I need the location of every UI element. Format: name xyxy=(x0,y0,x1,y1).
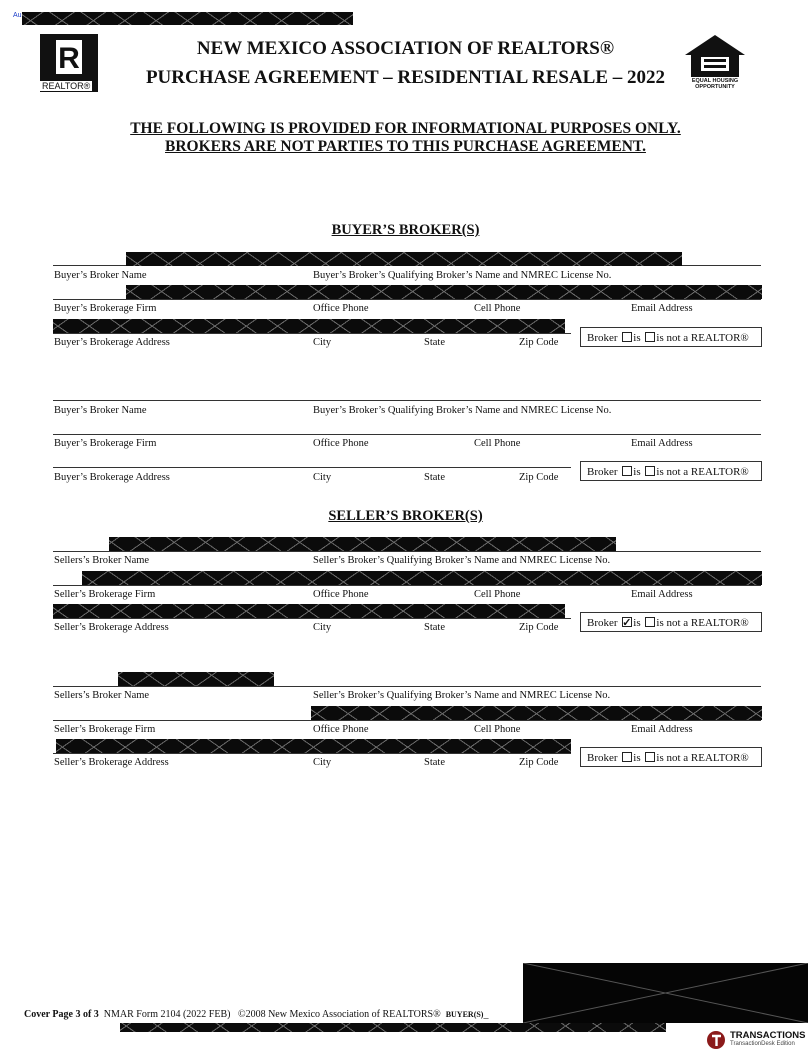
seller-broker-name-line[interactable] xyxy=(53,686,761,687)
broker-prefix: Broker xyxy=(587,617,618,629)
buyer-address-line[interactable] xyxy=(53,333,571,334)
realtor-logo-caption: REALTOR® xyxy=(42,81,91,91)
redaction-block xyxy=(523,963,808,1023)
redaction-bar xyxy=(311,706,762,720)
redaction-bar xyxy=(109,537,616,551)
footer-copyright: ©2008 New Mexico Association of REALTORS® xyxy=(237,1009,441,1020)
broker-prefix: Broker xyxy=(587,466,618,478)
office-phone-label: Office Phone xyxy=(313,589,369,600)
seller-address-line[interactable] xyxy=(53,618,571,619)
redaction-bar xyxy=(118,672,274,686)
footer-form: NMAR Form 2104 (2022 FEB) xyxy=(103,1009,231,1020)
redaction-bar xyxy=(126,252,682,266)
is-label: is xyxy=(633,752,641,764)
buyer-qualifying-broker-label: Buyer’s Broker’s Qualifying Broker’s Name and NMREC License No. xyxy=(313,270,612,281)
is-realtor-checkbox[interactable] xyxy=(622,617,632,627)
is-not-realtor-checkbox[interactable] xyxy=(645,752,655,762)
transactions-brand-sub: TransactionDesk Edition xyxy=(730,1041,795,1047)
buyer-broker-name-line[interactable] xyxy=(53,400,761,401)
buyers-section-title: BUYER’S BROKER(S) xyxy=(331,222,480,238)
is-realtor-checkbox[interactable] xyxy=(622,466,632,476)
state-label: State xyxy=(424,757,445,768)
realtor-status-box xyxy=(580,327,762,347)
seller-broker-name-line[interactable] xyxy=(53,551,761,552)
redaction-bar xyxy=(56,739,571,753)
buyer-address-label: Buyer’s Brokerage Address xyxy=(54,337,170,348)
seller-broker-name-label: Sellers’s Broker Name xyxy=(54,555,150,566)
transactions-mark-icon xyxy=(706,1030,728,1050)
is-not-realtor-checkbox[interactable] xyxy=(645,466,655,476)
seller-qualifying-broker-label: Seller’s Broker’s Qualifying Broker’s Name and NMREC License No. xyxy=(313,690,611,701)
state-label: State xyxy=(424,337,445,348)
seller-broker-name-label: Sellers’s Broker Name xyxy=(54,690,150,701)
broker-prefix: Broker xyxy=(587,332,618,344)
email-label: Email Address xyxy=(631,438,693,449)
footer-initials-label: BUYER(S) xyxy=(445,1010,484,1019)
is-realtor-checkbox[interactable] xyxy=(622,332,632,342)
redaction-bar xyxy=(53,604,565,618)
footer-line: Cover Page 3 of 3 NMAR Form 2104 (2022 FEB) ©2008 New Mexico Association of REALTORS® BUYER(S)_ xyxy=(24,1009,489,1020)
email-label: Email Address xyxy=(631,724,693,735)
cell-phone-label: Cell Phone xyxy=(474,589,521,600)
notice-line-1: THE FOLLOWING IS PROVIDED FOR INFORMATIONAL PURPOSES ONLY. xyxy=(130,120,681,137)
is-not-realtor-checkbox[interactable] xyxy=(645,617,655,627)
realtor-status-box xyxy=(580,747,762,767)
is-not-realtor-checkbox[interactable] xyxy=(645,332,655,342)
state-label: State xyxy=(424,622,445,633)
redaction-bar xyxy=(22,12,353,25)
buyer-firm-line[interactable] xyxy=(53,299,761,300)
seller-firm-line[interactable] xyxy=(53,720,761,721)
is-label: is xyxy=(633,332,641,344)
association-title: NEW MEXICO ASSOCIATION OF REALTORS® xyxy=(196,38,615,59)
redaction-bar xyxy=(53,319,565,333)
seller-firm-line[interactable] xyxy=(53,585,761,586)
broker-prefix: Broker xyxy=(587,752,618,764)
city-label: City xyxy=(313,757,332,768)
seller-address-line[interactable] xyxy=(53,753,571,754)
sellers-section-title: SELLER’S BROKER(S) xyxy=(328,508,483,524)
state-label: State xyxy=(424,472,445,483)
seller-qualifying-broker-label: Seller’s Broker’s Qualifying Broker’s Name and NMREC License No. xyxy=(313,555,611,566)
buyer-firm-label: Buyer’s Brokerage Firm xyxy=(54,438,157,449)
is-realtor-checkbox[interactable] xyxy=(622,752,632,762)
zip-label: Zip Code xyxy=(519,622,559,633)
buyer-firm-line[interactable] xyxy=(53,434,761,435)
redaction-bar xyxy=(120,1023,666,1032)
form-title: PURCHASE AGREEMENT – RESIDENTIAL RESALE – 2022 xyxy=(145,67,666,88)
buyer-address-line[interactable] xyxy=(53,467,571,468)
buyer-broker-name-label: Buyer’s Broker Name xyxy=(54,270,147,281)
is-label: is xyxy=(633,466,641,478)
svg-text:R: R xyxy=(58,42,80,75)
city-label: City xyxy=(313,472,332,483)
is-not-label: is not a REALTOR® xyxy=(656,466,749,478)
is-not-label: is not a REALTOR® xyxy=(656,332,749,344)
footer-page: Cover Page 3 of 3 xyxy=(24,1009,99,1020)
is-label: is xyxy=(633,617,641,629)
redaction-bar xyxy=(82,571,762,585)
cell-phone-label: Cell Phone xyxy=(474,724,521,735)
buyer-firm-label: Buyer’s Brokerage Firm xyxy=(54,303,157,314)
seller-address-label: Seller’s Brokerage Address xyxy=(54,622,169,633)
seller-firm-label: Seller’s Brokerage Firm xyxy=(54,589,156,600)
seller-address-label: Seller’s Brokerage Address xyxy=(54,757,169,768)
equal-housing-text: EQUAL HOUSING OPPORTUNITY xyxy=(691,78,739,90)
notice-line-2: BROKERS ARE NOT PARTIES TO THIS PURCHASE AGREEMENT. xyxy=(165,138,646,155)
equal-housing-logo xyxy=(683,33,747,93)
zip-label: Zip Code xyxy=(519,472,559,483)
seller-firm-label: Seller’s Brokerage Firm xyxy=(54,724,156,735)
city-label: City xyxy=(313,622,332,633)
office-phone-label: Office Phone xyxy=(313,438,369,449)
corner-mark: Au xyxy=(13,12,22,19)
zip-label: Zip Code xyxy=(519,337,559,348)
is-not-label: is not a REALTOR® xyxy=(656,617,749,629)
realtor-status-box xyxy=(580,612,762,632)
buyer-broker-name-label: Buyer’s Broker Name xyxy=(54,405,147,416)
email-label: Email Address xyxy=(631,303,693,314)
redaction-bar xyxy=(126,285,762,299)
transactions-brand: TRANSACTIONS xyxy=(730,1030,806,1041)
city-label: City xyxy=(313,337,332,348)
is-not-label: is not a REALTOR® xyxy=(656,752,749,764)
realtor-status-box xyxy=(580,461,762,481)
cell-phone-label: Cell Phone xyxy=(474,438,521,449)
cell-phone-label: Cell Phone xyxy=(474,303,521,314)
buyer-address-label: Buyer’s Brokerage Address xyxy=(54,472,170,483)
buyer-qualifying-broker-label: Buyer’s Broker’s Qualifying Broker’s Name and NMREC License No. xyxy=(313,405,612,416)
email-label: Email Address xyxy=(631,589,693,600)
office-phone-label: Office Phone xyxy=(313,724,369,735)
office-phone-label: Office Phone xyxy=(313,303,369,314)
zip-label: Zip Code xyxy=(519,757,559,768)
